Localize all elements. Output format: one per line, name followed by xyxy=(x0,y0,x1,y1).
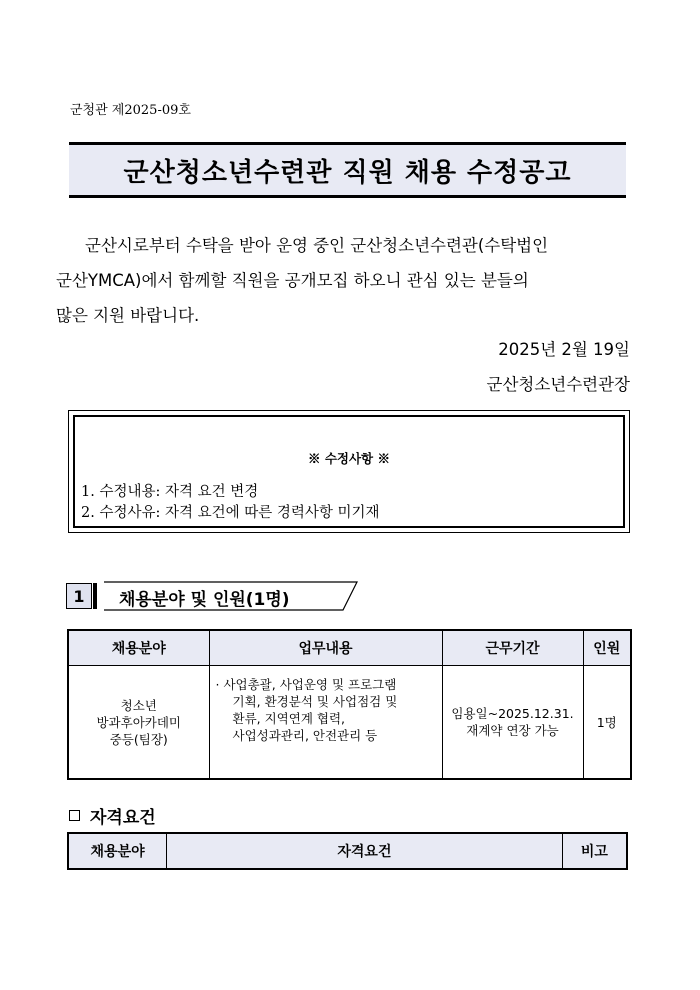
revision-item: 2. 수정사유: 자격 요건에 따른 경력사항 미기재 xyxy=(81,505,380,521)
field-text: 방과후아카데미 xyxy=(96,714,182,730)
table-header-row xyxy=(68,630,631,666)
duty-text: 기획, 환경분석 및 사업점검 및 xyxy=(232,694,398,709)
column-header: 채용분야 xyxy=(68,833,167,869)
recruitment-table xyxy=(67,629,632,780)
column-header: 인원 xyxy=(583,630,631,666)
field-cell xyxy=(68,666,209,780)
qualification-heading-text: 자격요건 xyxy=(90,808,156,828)
duties-cell xyxy=(209,666,442,780)
intro-line: 군산시로부터 수탁을 받아 운영 중인 군산청소년수련관(수탁법인 xyxy=(85,236,549,255)
period-text: 임용일~2025.12.31. xyxy=(451,706,574,721)
document-number: 군청관 제2025-09호 xyxy=(70,103,191,118)
square-bullet-icon xyxy=(69,810,80,821)
column-header: 자격요건 xyxy=(167,833,563,869)
column-header: 근무기간 xyxy=(442,630,583,666)
intro-line: 많은 지원 바랍니다. xyxy=(56,306,200,325)
field-text: 중등(팀장) xyxy=(109,731,168,747)
section-number-bar xyxy=(93,583,97,609)
revision-notice-title: ※ 수정사항 ※ xyxy=(307,451,390,466)
duty-text: 환류, 지역연계 협력, xyxy=(232,711,345,726)
headcount-cell: 1명 xyxy=(583,666,631,780)
section-number-badge: 1 xyxy=(66,583,92,609)
period-cell xyxy=(442,666,583,780)
issuer-name: 군산청소년수련관장 xyxy=(486,375,630,394)
table-header-row xyxy=(68,833,627,869)
column-header: 비고 xyxy=(562,833,627,869)
column-header: 채용분야 xyxy=(68,630,209,666)
column-header: 업무내용 xyxy=(209,630,442,666)
title-banner xyxy=(69,142,626,198)
duty-text: · 사업총괄, 사업운영 및 프로그램 xyxy=(215,677,397,692)
page-title: 군산청소년수련관 직원 채용 수정공고 xyxy=(123,157,572,188)
section-title: 채용분야 및 인원(1명) xyxy=(119,590,290,610)
intro-paragraph xyxy=(56,228,636,333)
qualification-table xyxy=(67,832,628,870)
field-text: 청소년 xyxy=(120,697,157,713)
period-text: 재계약 연장 가능 xyxy=(466,723,559,738)
announcement-date: 2025년 2월 19일 xyxy=(498,340,630,359)
revision-item: 1. 수정내용: 자격 요건 변경 xyxy=(81,484,259,500)
table-row xyxy=(68,666,631,780)
duty-text: 사업성과관리, 안전관리 등 xyxy=(232,728,378,743)
intro-line: 군산YMCA)에서 함께할 직원을 공개모집 하오니 관심 있는 분들의 xyxy=(56,271,529,290)
qualification-heading xyxy=(69,803,156,828)
revision-notice-box xyxy=(68,410,630,533)
